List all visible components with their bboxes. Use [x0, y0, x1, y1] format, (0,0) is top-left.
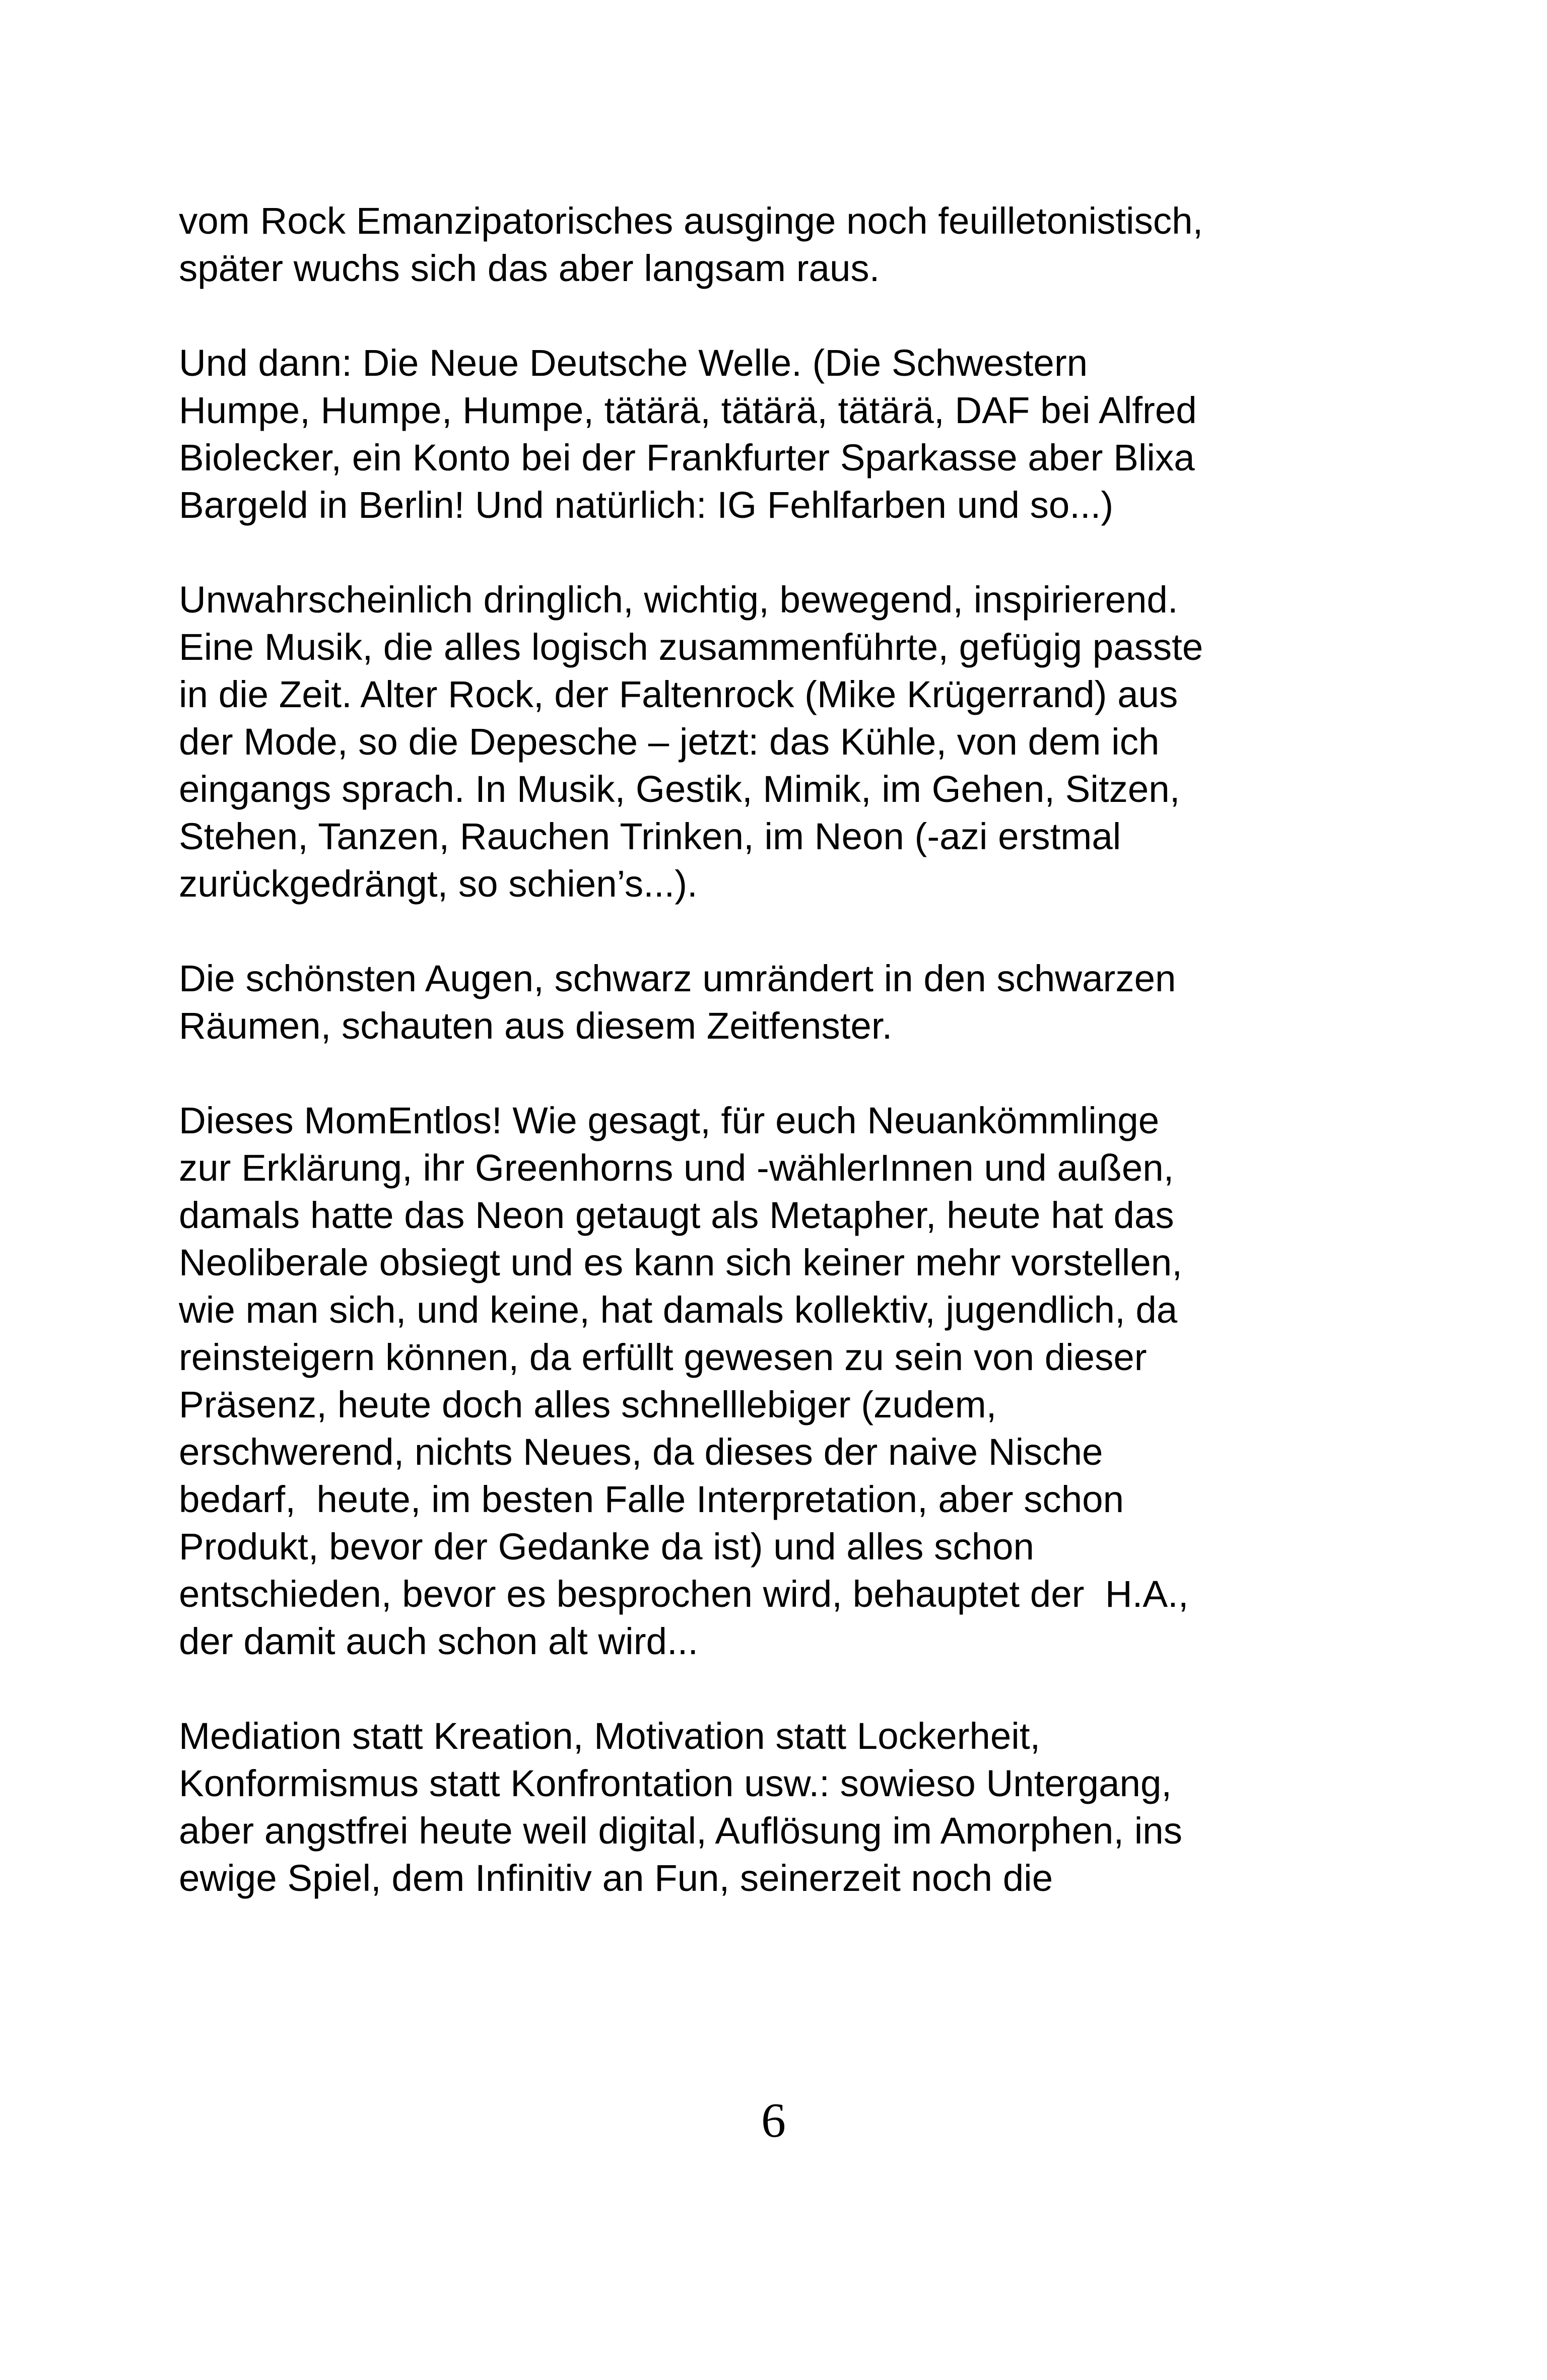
paragraph: [179, 1713, 1353, 1902]
text-line: in die Zeit. Alter Rock, der Faltenrock (Mike Krügerrand) aus: [179, 673, 1178, 715]
text-line: der Mode, so die Depesche – jetzt: das Kühle, von dem ich: [179, 721, 1160, 763]
text-line: wie man sich, und keine, hat damals kollektiv, jugendlich, da: [179, 1289, 1178, 1331]
text-line: Neoliberale obsiegt und es kann sich keiner mehr vorstellen,: [179, 1242, 1182, 1283]
text-line: Humpe, Humpe, Humpe, tätärä, tätärä, tätärä, DAF bei Alfred: [179, 389, 1197, 431]
text-line: zurückgedrängt, so schien’s...).: [179, 863, 698, 905]
text-line: reinsteigern können, da erfüllt gewesen zu sein von dieser: [179, 1336, 1147, 1378]
paragraph: [179, 1097, 1353, 1665]
text-line: Unwahrscheinlich dringlich, wichtig, bewegend, inspirierend.: [179, 579, 1178, 621]
page-number: 6: [761, 2093, 786, 2148]
paragraph: [179, 955, 1353, 1050]
text-line: erschwerend, nichts Neues, da dieses der naive Nische: [179, 1431, 1103, 1473]
text-line: Dieses MomEntlos! Wie gesagt, für euch Neuankömmlinge: [179, 1100, 1160, 1141]
text-line: Konformismus statt Konfrontation usw.: sowieso Untergang,: [179, 1762, 1172, 1804]
body-text: [179, 197, 1353, 1949]
text-line: Die schönsten Augen, schwarz umrändert in den schwarzen: [179, 958, 1176, 999]
text-line: Biolecker, ein Konto bei der Frankfurter Sparkasse aber Blixa: [179, 437, 1195, 479]
text-line: zur Erklärung, ihr Greenhorns und -wählerInnen und außen,: [179, 1147, 1174, 1189]
paragraph: [179, 576, 1353, 908]
text-line: Bargeld in Berlin! Und natürlich: IG Fehlfarben und so...): [179, 484, 1114, 526]
text-line: vom Rock Emanzipatorisches ausginge noch feuilletonistisch,: [179, 200, 1203, 242]
text-line: entschieden, bevor es besprochen wird, behauptet der H.A.,: [179, 1573, 1189, 1615]
text-line: Räumen, schauten aus diesem Zeitfenster.: [179, 1005, 893, 1047]
text-line: Präsenz, heute doch alles schnelllebiger (zudem,: [179, 1384, 997, 1425]
text-line: Stehen, Tanzen, Rauchen Trinken, im Neon (-azi erstmal: [179, 815, 1121, 857]
paragraph: [179, 197, 1353, 292]
text-line: Eine Musik, die alles logisch zusammenführte, gefügig passte: [179, 626, 1203, 668]
text-line: Und dann: Die Neue Deutsche Welle. (Die Schwestern: [179, 342, 1088, 384]
text-line: der damit auch schon alt wird...: [179, 1620, 699, 1662]
text-line: Produkt, bevor der Gedanke da ist) und alles schon: [179, 1526, 1034, 1568]
text-line: damals hatte das Neon getaugt als Metapher, heute hat das: [179, 1194, 1174, 1236]
text-line: bedarf, heute, im besten Falle Interpretation, aber schon: [179, 1478, 1124, 1520]
paragraph: [179, 339, 1353, 529]
text-line: eingangs sprach. In Musik, Gestik, Mimik, im Gehen, Sitzen,: [179, 768, 1180, 810]
text-line: Mediation statt Kreation, Motivation statt Lockerheit,: [179, 1715, 1041, 1757]
text-line: später wuchs sich das aber langsam raus.: [179, 247, 880, 289]
text-line: aber angstfrei heute weil digital, Auflösung im Amorphen, ins: [179, 1810, 1182, 1852]
text-line: ewige Spiel, dem Infinitiv an Fun, seinerzeit noch die: [179, 1857, 1053, 1899]
